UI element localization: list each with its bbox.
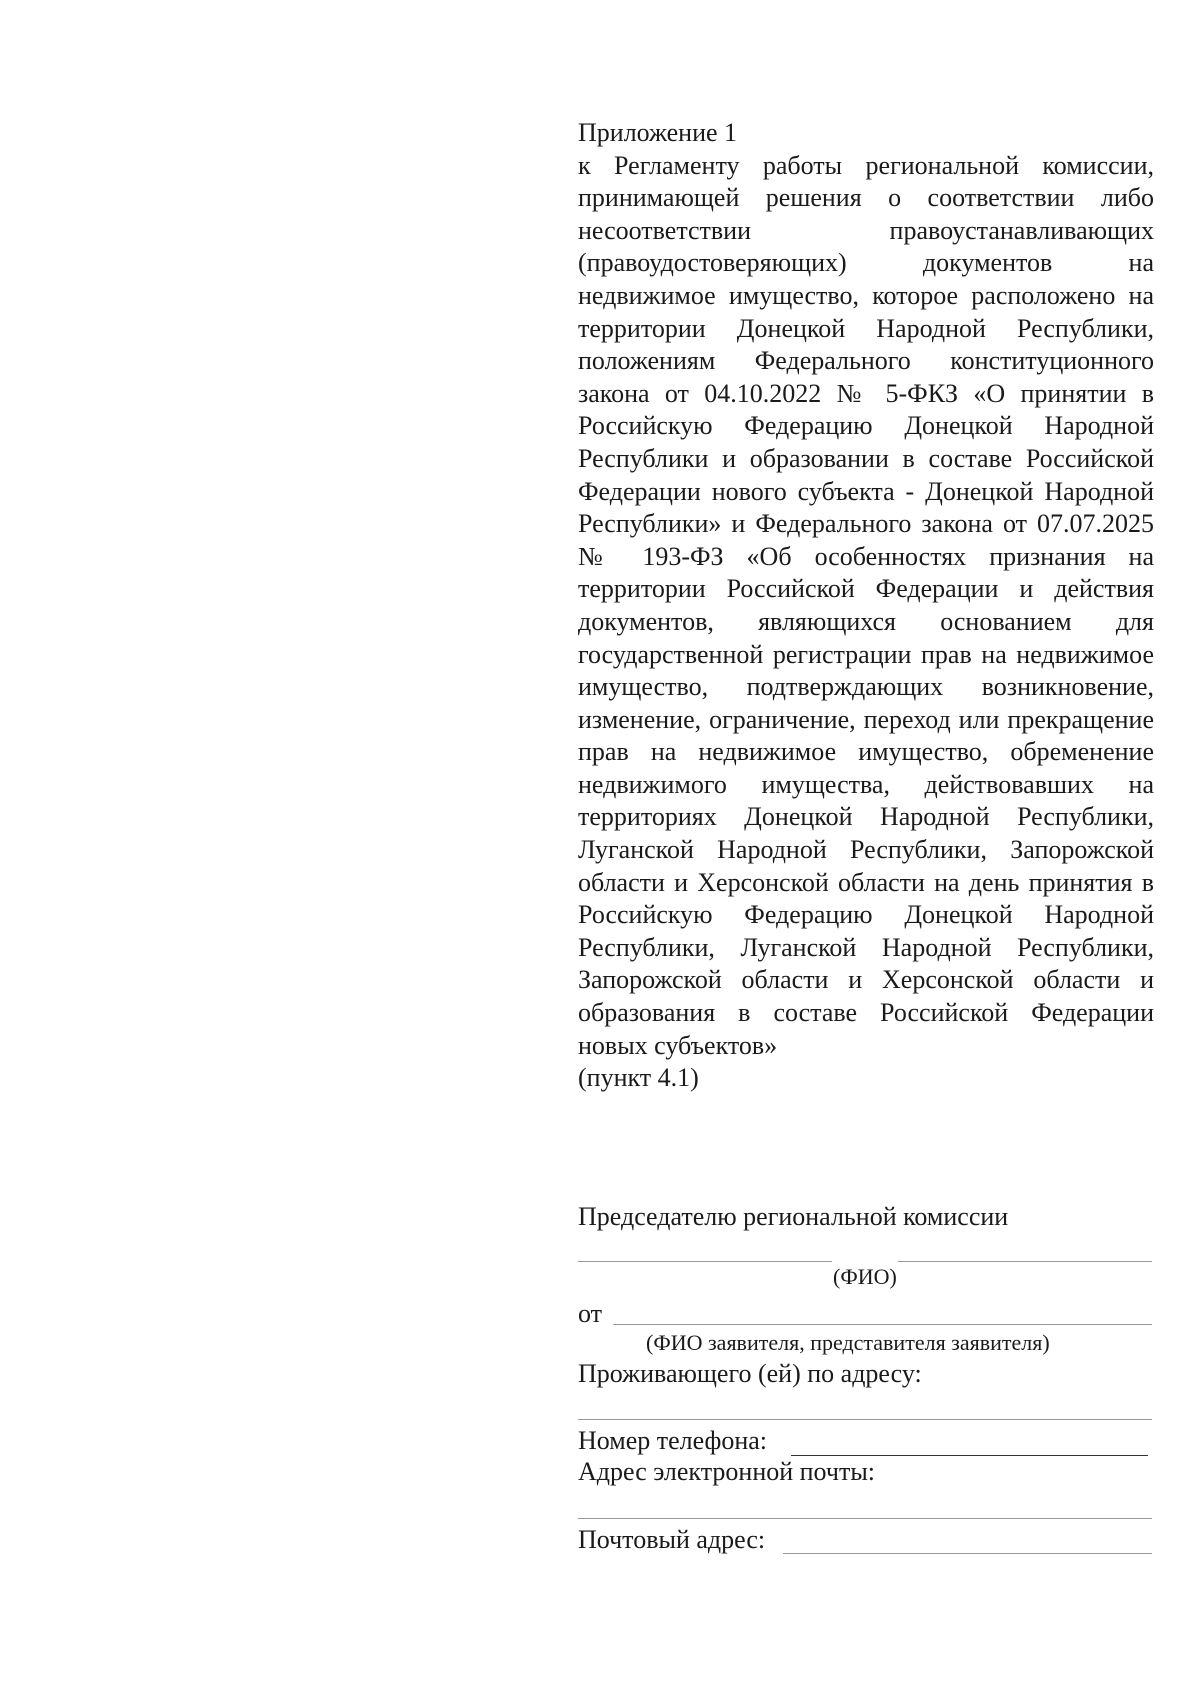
residence-label: Проживающего (ей) по адресу: (578, 1359, 922, 1388)
residence-address-blank[interactable] (578, 1419, 1152, 1420)
phone-label: Номер телефона: (578, 1426, 768, 1455)
chairman-name-blank[interactable] (578, 1261, 832, 1262)
applicant-name-blank[interactable] (613, 1324, 1152, 1325)
chairman-name-caption: (ФИО) (833, 1264, 897, 1289)
postal-label: Почтовый адрес: (578, 1525, 766, 1554)
chairman-name-blank-2[interactable] (898, 1261, 1152, 1262)
email-address-blank[interactable] (578, 1518, 1152, 1519)
appendix-title: Приложение 1 (578, 118, 738, 147)
email-label: Адрес электронной почты: (578, 1457, 876, 1486)
regulation-reference-text: к Регламенту работы региональной комиссии, принимающей решения о соответствии либо несоответствии правоустанавливающих (правоудостоверяющих) документов на недвижимое имущество, которое расположено на территории Донецкой Народной Республики, положениям Федерального конституционного закона от 04.10.2022 № 5-ФКЗ «О принятии в Российскую Федерацию Донецкой Народной Республики и образовании в составе Российской Федерации нового субъекта - Донецкой Народной Республики» и Федерального закона от 07.07.2025 № 193-ФЗ «Об особенностях признания на территории Российской Федерации и действия документов, являющихся основанием для государственной регистрации прав на недвижимое имущество, подтверждающих возникновение, изменение, ограничение, переход или прекращение прав на недвижимое имущество, обременение недвижимого имущества, действовавших на территориях Донецкой Народной Республики, Луганской Народной Республики, Запорожской области и Херсонской области на день принятия в Российскую Федерацию Донецкой Народной Республики, Луганской Народной Республики, Запорожской области и Херсонской области и образования в составе Российской Федерации новых субъектов» (578, 150, 1154, 1060)
applicant-name-caption: (ФИО заявителя, представителя заявителя) (646, 1330, 1050, 1355)
from-label: от (578, 1299, 603, 1328)
postal-address-blank[interactable] (783, 1553, 1152, 1554)
appendix-header (578, 117, 1154, 1095)
clause-reference: (пункт 4.1) (578, 1063, 699, 1093)
addressee-line: Председателю региональной комиссии (578, 1202, 1009, 1231)
